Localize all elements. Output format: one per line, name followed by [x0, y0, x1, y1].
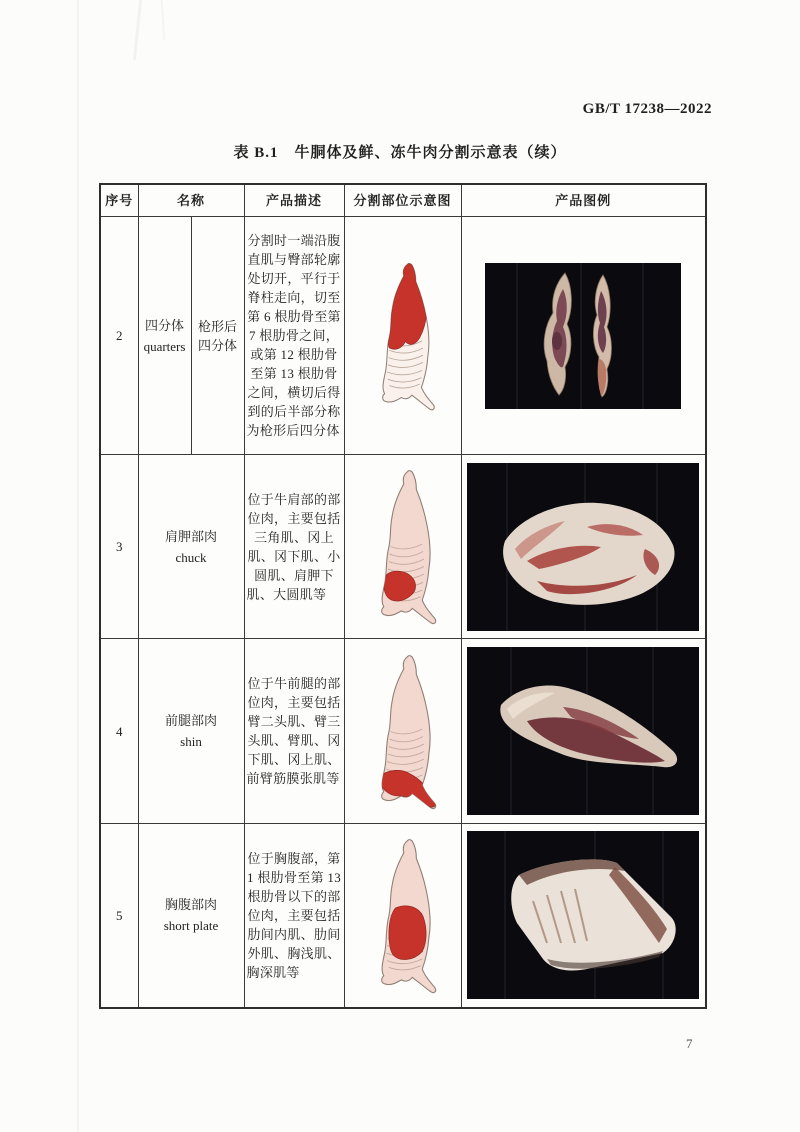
row-name: [138, 639, 244, 824]
row-index: 3: [100, 455, 138, 639]
row-description: 位于牛肩部的部位肉，主要包括三角肌、冈上肌、冈下肌、小圆肌、肩胛下肌、大圆肌等: [244, 455, 344, 639]
carcass-diagram-short-plate: [357, 835, 449, 996]
name-chinese: 四分体: [144, 317, 184, 333]
product-photo-cell: [461, 455, 706, 639]
header-description: 产品描述: [244, 184, 344, 217]
table-row: [100, 639, 706, 824]
scan-artifact-mark: [133, 0, 142, 60]
header-diagram: 分割部位示意图: [344, 184, 461, 217]
row-index: 5: [100, 824, 138, 1008]
row-index: 4: [100, 639, 138, 824]
name-english: chuck: [175, 549, 207, 565]
row-index: 2: [100, 217, 138, 455]
product-photo-hindquarters: [485, 263, 681, 409]
name-chinese: 肩胛部肉: [165, 528, 218, 544]
photo-background: [485, 263, 681, 409]
scan-artifact-line: [77, 0, 79, 1132]
cut-diagram-cell: [344, 217, 461, 455]
table-row: [100, 217, 706, 455]
row-sub-name: 枪形后四分体: [191, 217, 244, 455]
row-name: [138, 455, 244, 639]
carcass-diagram-hindquarter: [359, 259, 447, 413]
highlight-shin: [378, 770, 435, 807]
carcass-diagram-shin: [357, 651, 449, 812]
product-photo-chuck: [467, 463, 699, 631]
highlight-short-plate: [388, 906, 425, 960]
product-photo-cell: [461, 217, 706, 455]
cut-diagram-cell: [344, 824, 461, 1008]
name-chinese: 前腿部肉: [165, 713, 218, 728]
table-header-row: [100, 184, 706, 217]
table-title: 表 B.1 牛胴体及鲜、冻牛肉分割示意表（续）: [233, 145, 567, 161]
row-description: 分割时一端沿腹直肌与臀部轮廓处切开，平行于脊柱走向，切至第 6 根肋骨至第 7 根肋骨之间，或第 12 根肋骨至第 13 根肋骨之间，横切后得到的后半部分称为枪形后四分体: [244, 217, 344, 455]
page-number: 7: [686, 1036, 693, 1051]
product-photo-cell: [461, 824, 706, 1008]
product-photo-cell: [461, 639, 706, 824]
name-english: short plate: [163, 918, 219, 934]
row-description: 位于牛前腿的部位肉，主要包括臂二头肌、臂三头肌、臂肌、冈下肌、冈上肌、前臂筋膜张肌等: [244, 639, 344, 824]
cut-diagram-cell: [344, 455, 461, 639]
header-illustration: 产品图例: [461, 184, 706, 217]
header-index: 序号: [100, 184, 138, 217]
product-photo-short-plate: [467, 831, 699, 999]
row-name: [138, 217, 191, 455]
name-english: shin: [180, 734, 202, 749]
highlight-pistol-hindquarter: [388, 263, 426, 349]
name-english: quarters: [143, 338, 186, 354]
name-chinese: 胸腹部肉: [165, 897, 218, 913]
carcass-diagram-chuck: [357, 466, 449, 627]
row-name: [138, 824, 244, 1008]
cut-diagram-cell: [344, 639, 461, 824]
standard-code: GB/T 17238—2022: [582, 101, 712, 117]
header-name: 名称: [138, 184, 244, 217]
beef-cuts-table: [99, 183, 707, 1009]
scan-artifact-mark: [161, 0, 166, 40]
row-description: 位于胸腹部，第 1 根肋骨至第 13 根肋骨以下的部位肉，主要包括肋间内肌、肋间外肌、胸浅肌、胸深肌等: [244, 824, 344, 1008]
product-photo-shin: [467, 647, 699, 815]
table-row: [100, 455, 706, 639]
table-row: [100, 824, 706, 1008]
